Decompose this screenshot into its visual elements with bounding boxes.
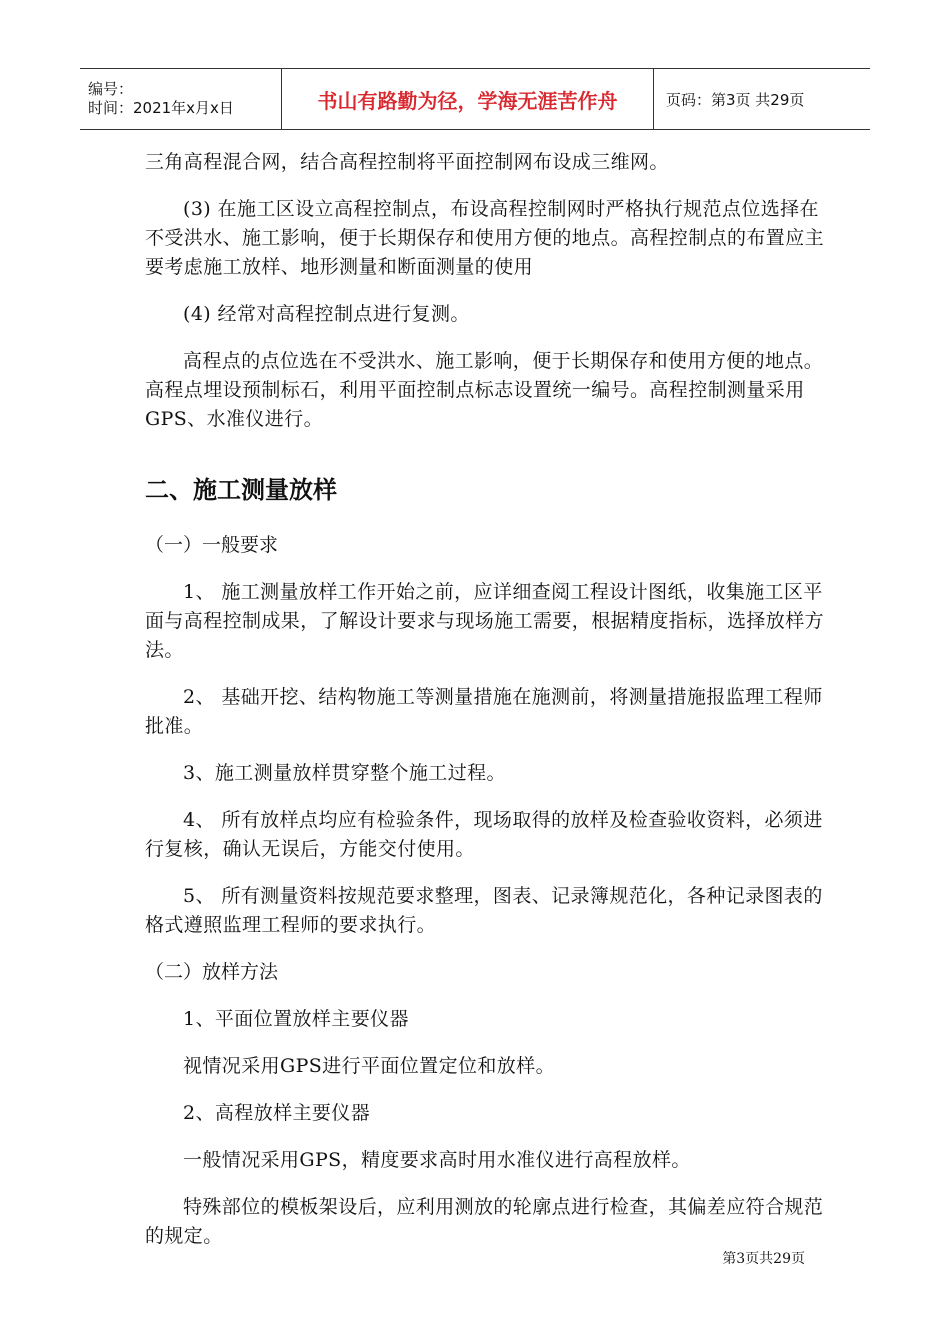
paragraph: 3、施工测量放样贯穿整个施工过程。 [183, 762, 506, 784]
subsection-heading: （二）放样方法 [145, 961, 279, 983]
paragraph: 视情况采用GPS进行平面位置定位和放样。 [183, 1055, 555, 1077]
paragraph: 5、 所有测量资料按规范要求整理，图表、记录簿规范化，各种记录图表的格式遵照监理工程师的要求执行。 [145, 885, 823, 936]
paragraph: 高程点的点位选在不受洪水、施工影响，便于长期保存和使用方便的地点。高程点埋设预制标石，利用平面控制点标志设置统一编号。高程控制测量采用GPS、水准仪进行。 [145, 350, 824, 430]
document-number-label: 编号： [88, 80, 134, 98]
page-header [80, 68, 870, 130]
paragraph: 1、 施工测量放样工作开始之前，应详细查阅工程设计图纸，收集施工区平面与高程控制成果，了解设计要求与现场施工需要，根据精度指标，选择放样方法。 [145, 581, 825, 661]
paragraph: 1、平面位置放样主要仪器 [183, 1008, 409, 1030]
paragraph: (4) 经常对高程控制点进行复测。 [183, 303, 470, 325]
section-heading: 二、施工测量放样 [145, 476, 337, 504]
paragraph: (3) 在施工区设立高程控制点，布设高程控制网时严格执行规范点位选择在不受洪水、施工影响，便于长期保存和使用方便的地点。高程控制点的布置应主要考虑施工放样、地形测量和断面测量的使用 [145, 198, 825, 278]
header-motto: 书山有路勤为径，学海无涯苦作舟 [282, 69, 654, 129]
header-page-number: 页码：第3页 共29页 [666, 90, 805, 109]
paragraph: 特殊部位的模板架设后，应利用测放的轮廓点进行检查，其偏差应符合规范的规定。 [145, 1196, 824, 1247]
document-body [145, 148, 825, 1269]
header-meta [80, 69, 282, 129]
paragraph: 2、 基础开挖、结构物施工等测量措施在施测前，将测量措施报监理工程师批准。 [145, 686, 823, 737]
paragraph: 三角高程混合网，结合高程控制将平面控制网布设成三维网。 [145, 151, 669, 173]
page-footer: 第3页共29页 [722, 1251, 805, 1267]
paragraph: 4、 所有放样点均应有检验条件，现场取得的放样及检查验收资料，必须进行复核，确认无误后，方能交付使用。 [145, 809, 823, 860]
document-time-label: 时间：2021年x月x日 [88, 99, 234, 117]
paragraph: 2、高程放样主要仪器 [183, 1102, 371, 1124]
paragraph: 一般情况采用GPS，精度要求高时用水准仪进行高程放样。 [183, 1149, 691, 1171]
subsection-heading: （一）一般要求 [145, 534, 279, 556]
